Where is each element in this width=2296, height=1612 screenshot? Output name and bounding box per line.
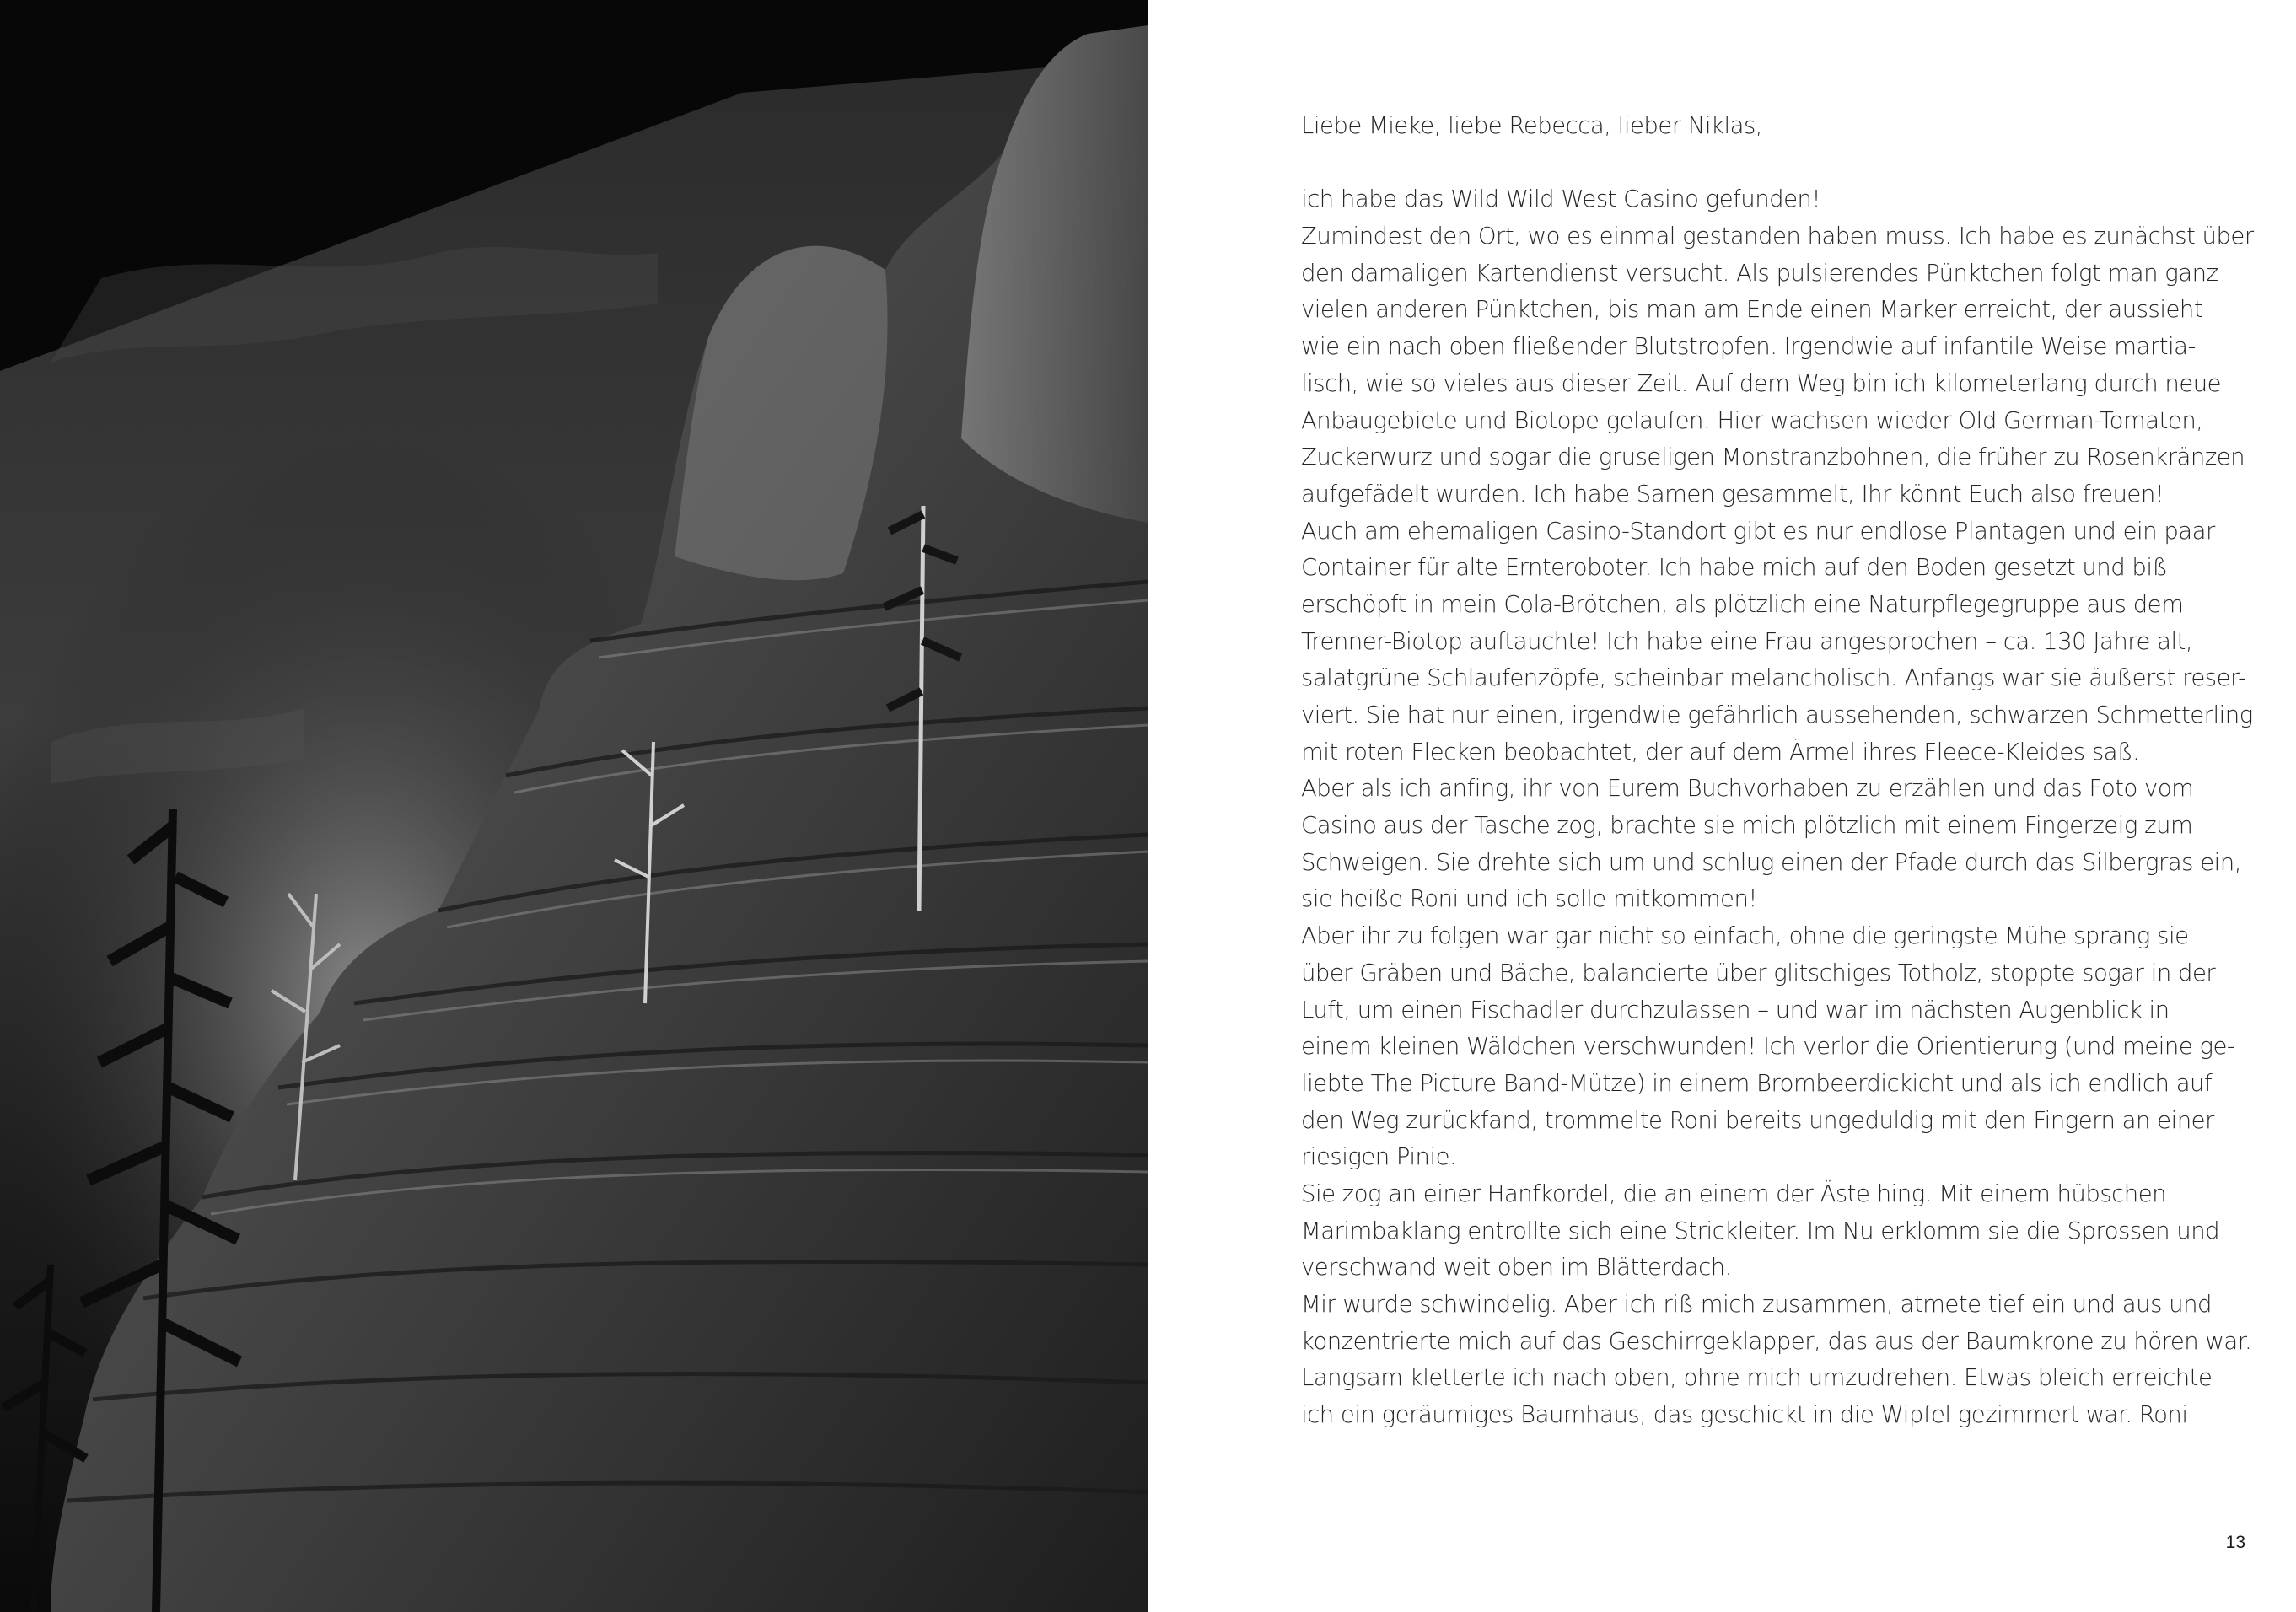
letter-line: viert. Sie hat nur einen, irgendwie gefährlich aussehenden, schwarzen Schmetterling xyxy=(1301,701,2253,728)
letter-line: den Weg zurückfand, trommelte Roni bereits ungeduldig mit den Fingern an einer xyxy=(1301,1106,2214,1134)
page-number: 13 xyxy=(2225,1533,2245,1552)
letter-line: Container für alte Ernteroboter. Ich habe mich auf den Boden gesetzt und biß xyxy=(1301,554,2168,582)
letter-line: ich ein geräumiges Baumhaus, das geschickt in die Wipfel gezimmert war. Roni xyxy=(1301,1401,2188,1429)
letter-line: riesigen Pinie. xyxy=(1301,1143,1457,1171)
letter-line: ich habe das Wild Wild West Casino gefunden! xyxy=(1301,185,1820,213)
letter-line: Aber als ich anfing, ihr von Eurem Buchvorhaben zu erzählen und das Foto vom xyxy=(1301,775,2194,803)
letter-line: Langsam kletterte ich nach oben, ohne mich umzudrehen. Etwas bleich erreichte xyxy=(1301,1364,2213,1392)
letter-line: über Gräben und Bäche, balancierte über glitschiges Totholz, stoppte sogar in der xyxy=(1301,959,2216,986)
letter-line: Casino aus der Tasche zog, brachte sie mich plötzlich mit einem Fingerzeig zum xyxy=(1301,812,2193,840)
letter-line: Marimbaklang entrollte sich eine Strickleiter. Im Nu erklomm sie die Sprossen und xyxy=(1301,1217,2220,1244)
letter-line: konzentrierte mich auf das Geschirrgeklapper, das aus der Baumkrone zu hören war. xyxy=(1301,1327,2252,1355)
letter-line: Trenner-Biotop auftauchte! Ich habe eine Frau angesprochen – ca. 130 Jahre alt, xyxy=(1301,627,2193,655)
letter-line: verschwand weit oben im Blätterdach. xyxy=(1301,1254,1732,1282)
letter-line: Luft, um einen Fischadler durchzulassen – und war im nächsten Augenblick in xyxy=(1301,996,2170,1024)
letter-line: wie ein nach oben fließender Blutstropfen. Irgendwie auf infantile Weise martia- xyxy=(1301,333,2196,361)
letter-line: Mir wurde schwindelig. Aber ich riß mich zusammen, atmete tief ein und aus und xyxy=(1301,1291,2212,1318)
letter-line: vielen anderen Pünktchen, bis man am Ende einen Marker erreicht, der aussieht xyxy=(1301,296,2203,324)
letter-line: liebte The Picture Band-Mütze) in einem Brombeerdickicht und als ich endlich auf xyxy=(1301,1069,2213,1097)
letter-line: Schweigen. Sie drehte sich um und schlug einen der Pfade durch das Silbergras ein, xyxy=(1301,848,2241,876)
letter-line: einem kleinen Wäldchen verschwunden! Ich verlor die Orientierung (und meine ge- xyxy=(1301,1033,2235,1061)
letter-line: mit roten Flecken beobachtet, der auf dem Ärmel ihres Fleece-Kleides saß. xyxy=(1301,738,2140,766)
letter-line: Aber ihr zu folgen war gar nicht so einfach, ohne die geringste Mühe sprang sie xyxy=(1301,922,2189,950)
text-page xyxy=(1148,0,2296,1612)
letter-line: Auch am ehemaligen Casino-Standort gibt es nur endlose Plantagen und ein paar xyxy=(1301,517,2215,545)
letter-line: aufgefädelt wurden. Ich habe Samen gesammelt, Ihr könnt Euch also freuen! xyxy=(1301,480,2164,508)
letter-line: lisch, wie so vieles aus dieser Zeit. Auf dem Weg bin ich kilometerlang durch neue xyxy=(1301,369,2222,397)
letter-line: Zuckerwurz und sogar die gruseligen Monstranzbohnen, die früher zu Rosenkränzen xyxy=(1301,443,2245,471)
letter-line: Sie zog an einer Hanfkordel, die an einem der Äste hing. Mit einem hübschen xyxy=(1301,1179,2167,1207)
letter-line: Zumindest den Ort, wo es einmal gestanden haben muss. Ich habe es zunächst über xyxy=(1301,223,2254,250)
letter-line: salatgrüne Schlaufenzöpfe, scheinbar melancholisch. Anfangs war sie äußerst reser- xyxy=(1301,664,2246,692)
letter-line: erschöpft in mein Cola-Brötchen, als plötzlich eine Naturpflegegruppe aus dem xyxy=(1301,590,2184,618)
letter-line: Anbaugebiete und Biotope gelaufen. Hier wachsen wieder Old German-Tomaten, xyxy=(1301,406,2203,434)
letter-body xyxy=(1301,108,2254,1434)
letter-line: sie heiße Roni und ich solle mitkommen! xyxy=(1301,885,1757,913)
letter-salutation: Liebe Mieke, liebe Rebecca, lieber Niklas, xyxy=(1301,112,1763,139)
letter-line: den damaligen Kartendienst versucht. Als pulsierendes Pünktchen folgt man ganz xyxy=(1301,259,2218,287)
